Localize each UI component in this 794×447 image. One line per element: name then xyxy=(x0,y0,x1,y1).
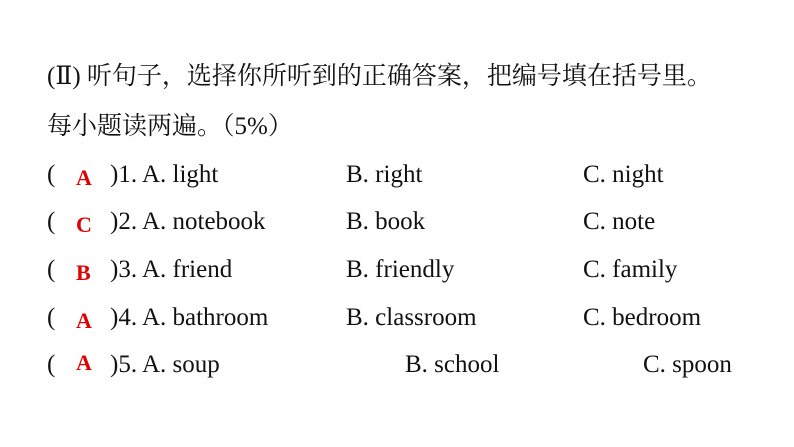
answer-mark: A xyxy=(76,308,92,333)
section-label: (Ⅱ) xyxy=(47,63,81,90)
answer-mark: A xyxy=(76,165,92,190)
option-c: C. bedroom xyxy=(583,304,702,331)
question-stem: )1. A. light xyxy=(110,161,219,188)
answer-paren: ( xyxy=(47,161,56,188)
option-c: C. note xyxy=(583,208,656,235)
question-stem: )4. A. bathroom xyxy=(110,304,269,331)
option-b: B. school xyxy=(405,351,500,378)
question-1 xyxy=(0,159,794,191)
option-b: B. book xyxy=(346,208,426,235)
option-b: B. classroom xyxy=(346,304,477,331)
question-5 xyxy=(0,349,794,381)
question-3 xyxy=(0,254,794,286)
answer-mark: C xyxy=(76,212,92,237)
question-4 xyxy=(0,302,794,334)
answer-mark: A xyxy=(76,350,92,375)
question-stem: )2. A. notebook xyxy=(110,208,266,235)
option-b: B. right xyxy=(346,161,423,188)
option-c: C. family xyxy=(583,256,678,283)
answer-paren: ( xyxy=(47,351,56,378)
answer-paren: ( xyxy=(47,304,56,331)
option-c: C. night xyxy=(583,161,664,188)
section-instruction: 听句子，选择你所听到的正确答案，把编号填在括号里。 xyxy=(86,63,712,90)
answer-paren: ( xyxy=(47,256,56,283)
answer-mark: B xyxy=(76,260,91,285)
section-heading xyxy=(47,62,712,92)
option-b: B. friendly xyxy=(346,256,455,283)
question-2 xyxy=(0,206,794,238)
answer-paren: ( xyxy=(47,208,56,235)
option-c: C. spoon xyxy=(643,351,732,378)
question-stem: )3. A. friend xyxy=(110,256,233,283)
section-instruction-continued: 每小题读两遍。（5%） xyxy=(47,113,293,140)
question-stem: )5. A. soup xyxy=(110,351,220,378)
